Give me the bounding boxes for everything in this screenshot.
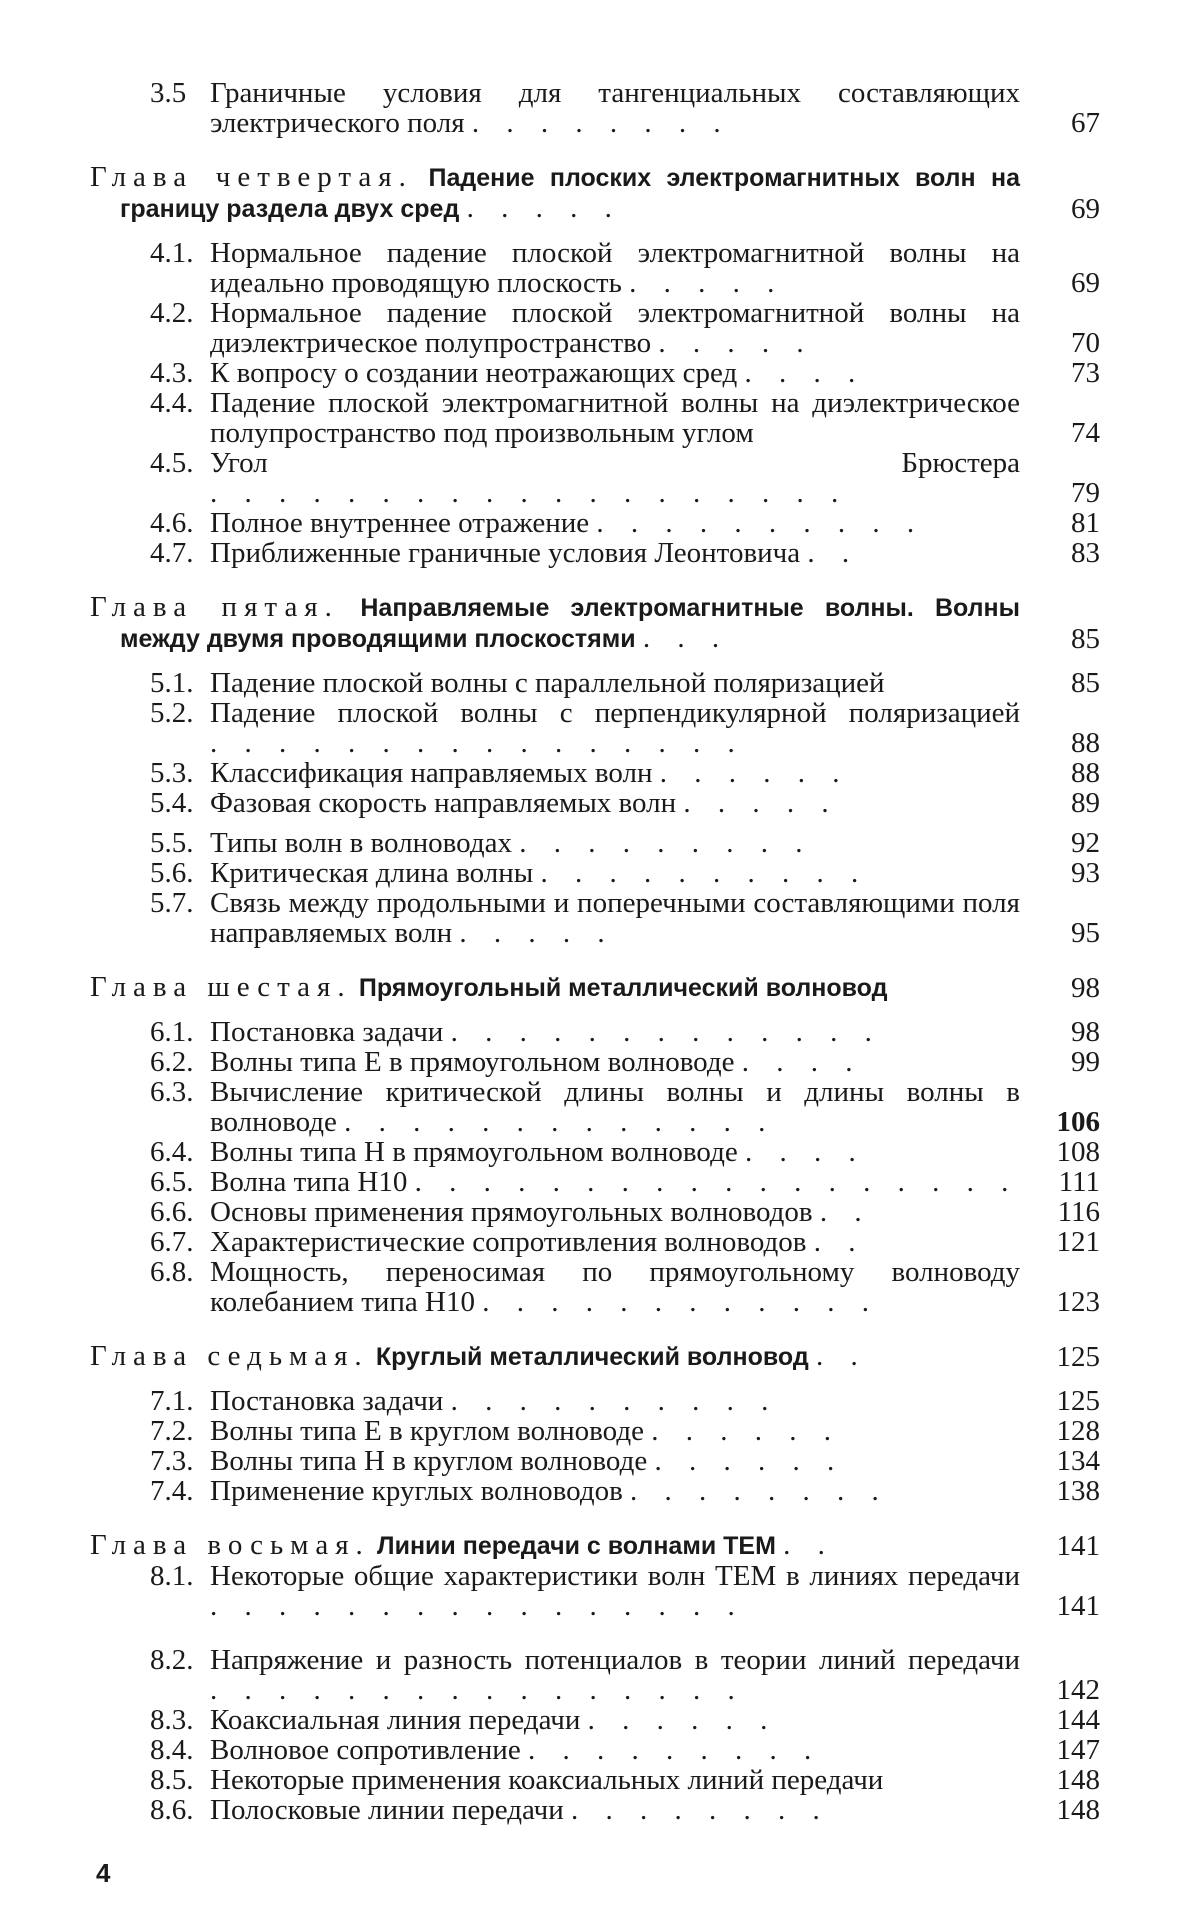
toc-section: 4.5. Угол Брюстера . . . . . . . . . . . . . . . . . . . 79 — [150, 447, 1100, 509]
page-ref: 74 — [1071, 417, 1100, 449]
toc-section: 6.5. Волна типа H10 . . . . . . . . . . . . . . . . . . 111 — [150, 1166, 1100, 1198]
section-title: Некоторые общие характеристики волн ТЕМ в линиях передачи — [210, 1560, 1020, 1592]
chapter-title: Прямоугольный металлический волновод — [358, 974, 888, 1002]
page-ref: 69 — [1071, 267, 1100, 299]
toc-section: 3.5 Граничные условия для тангенциальных составляющих электрического поля . . . . . . . . 67 — [150, 77, 1100, 139]
toc-section — [90, 1765, 1100, 1795]
toc-section: 7.2. Волны типа E в круглом волноводе . . . . . . 128 — [150, 1415, 1100, 1447]
section-number: 7.3. — [150, 1445, 194, 1477]
toc-section: 6.4. Волны типа H в прямоугольном волноводе . . . . 108 — [150, 1136, 1100, 1168]
section-number: 6.6. — [150, 1196, 194, 1228]
section-title: Постановка задачи — [210, 1385, 444, 1417]
page-ref: 111 — [1058, 1166, 1100, 1198]
page-ref: 88 — [1071, 727, 1100, 759]
page-ref: 85 — [1071, 667, 1100, 699]
page-ref: 70 — [1071, 327, 1100, 359]
section-title: Напряжение и разность потенциалов в теории линий передачи — [210, 1644, 1020, 1676]
section-number: 5.2. — [150, 697, 194, 729]
section-title: Падение плоской волны с параллельной поляризацией — [210, 667, 885, 699]
toc-section: 5.2. Падение плоской волны с перпендикулярной поляризацией . . . . . . . . . . . . . . . . 88 — [150, 697, 1100, 759]
section-number: 3.5 — [150, 77, 187, 109]
section-number: 7.2. — [150, 1415, 194, 1447]
toc-section: 5.5. Типы волн в волноводах . . . . . . . . . 92 — [150, 827, 1100, 859]
page-ref: 88 — [1071, 757, 1100, 789]
section-number: 8.1. — [150, 1560, 194, 1592]
toc-section: 4.3. К вопросу о создании неотражающих сред . . . . 73 — [150, 357, 1100, 389]
page-ref: 69 — [1071, 193, 1100, 225]
chapter-word: Глава четвертая. — [90, 161, 413, 193]
page-ref: 148 — [1056, 1794, 1100, 1826]
toc-section: 7.3. Волны типа H в круглом волноводе . . . . . . 134 — [150, 1445, 1100, 1477]
toc-section: 6.6. Основы применения прямоугольных волноводов . . 116 — [150, 1196, 1100, 1228]
table-of-contents — [90, 78, 1100, 1825]
toc-section: 5.6. Критическая длина волны . . . . . . . . . . 93 — [150, 857, 1100, 889]
section-number: 4.5. — [150, 447, 194, 479]
page-ref: 125 — [1056, 1385, 1100, 1417]
toc-section: 5.7. Связь между продольными и поперечными составляющими поля направляемых волн . . . . . 95 — [150, 887, 1100, 949]
section-title: Характеристические сопротивления волноводов — [210, 1226, 807, 1258]
page-ref: 67 — [1071, 107, 1100, 139]
page-ref: 83 — [1071, 537, 1100, 569]
toc-chapter — [90, 972, 1100, 1003]
chapter-title: Круглый металлический волновод — [375, 1343, 809, 1371]
section-title: Классификация направляемых волн — [210, 757, 653, 789]
section-title: Волны типа H в прямоугольном волноводе — [210, 1136, 738, 1168]
section-title: Волны типа E в прямоугольном волноводе — [210, 1046, 735, 1078]
section-number: 4.2. — [150, 297, 194, 329]
page-ref: 138 — [1056, 1475, 1100, 1507]
page-ref: 95 — [1071, 917, 1100, 949]
page-ref: 128 — [1056, 1415, 1100, 1447]
section-number: 8.2. — [150, 1644, 194, 1676]
section-title: Основы применения прямоугольных волноводов — [210, 1196, 813, 1228]
section-number: 5.4. — [150, 787, 194, 819]
page-ref: 93 — [1071, 857, 1100, 889]
chapter-title: Падение плоских электромагнитных волн на границу раздела двух сред — [120, 164, 1020, 223]
page-ref: 92 — [1071, 827, 1100, 859]
page-ref: 106 — [1056, 1106, 1100, 1138]
page-ref: 98 — [1071, 972, 1100, 1004]
page-ref: 134 — [1056, 1445, 1100, 1477]
section-number: 4.7. — [150, 537, 194, 569]
toc-section — [90, 668, 1100, 698]
page-ref: 141 — [1056, 1590, 1100, 1622]
toc-section: 7.1. Постановка задачи . . . . . . . . . . 125 — [150, 1385, 1100, 1417]
section-number: 8.6. — [150, 1794, 194, 1826]
section-number: 4.1. — [150, 237, 194, 269]
section-title: Волны типа H в круглом волноводе — [210, 1445, 648, 1477]
section-title: Нормальное падение плоской электромагнитной волны на диэлектрическое полупространство — [210, 297, 1020, 359]
toc-section: 4.1. Нормальное падение плоской электромагнитной волны на идеально проводящую плоскость . . . . . 69 — [150, 237, 1100, 299]
toc-chapter: Глава седьмая. Круглый металлический волновод . . 125 — [90, 1340, 1100, 1373]
section-title: Некоторые применения коаксиальных линий передачи — [210, 1764, 884, 1796]
section-number: 5.6. — [150, 857, 194, 889]
toc-section: 4.6. Полное внутреннее отражение . . . . . . . . . . 81 — [150, 507, 1100, 539]
section-title: Коаксиальная линия передачи — [210, 1704, 581, 1736]
section-number: 7.4. — [150, 1475, 194, 1507]
section-title: Вычисление критической длины волны и длины волны в волноводе — [210, 1076, 1020, 1138]
toc-section: 5.4. Фазовая скорость направляемых волн . . . . . 89 — [150, 787, 1100, 819]
page-ref: 125 — [1056, 1341, 1100, 1373]
page-ref: 141 — [1056, 1530, 1100, 1562]
chapter-title: Линии передачи с волнами ТЕМ — [377, 1532, 776, 1560]
chapter-word: Глава восьмая. — [90, 1529, 370, 1561]
page-ref: 89 — [1071, 787, 1100, 819]
toc-section — [90, 388, 1100, 448]
section-number: 4.3. — [150, 357, 194, 389]
toc-section: 8.4. Волновое сопротивление . . . . . . . . . 147 — [150, 1734, 1100, 1766]
section-number: 8.5. — [150, 1764, 194, 1796]
section-number: 6.2. — [150, 1046, 194, 1078]
section-number: 4.6. — [150, 507, 194, 539]
page-ref: 85 — [1071, 623, 1100, 655]
section-number: 7.1. — [150, 1385, 194, 1417]
chapter-word: Глава шестая. — [90, 971, 352, 1003]
section-number: 5.7. — [150, 887, 194, 919]
page-ref: 99 — [1071, 1046, 1100, 1078]
section-number: 6.8. — [150, 1256, 194, 1288]
section-title: Фазовая скорость направляемых волн — [210, 787, 677, 819]
toc-section: 8.2. Напряжение и разность потенциалов в теории линий передачи . . . . . . . . . . . . . . . . 142 — [150, 1644, 1100, 1706]
section-title: Волновое сопротивление — [210, 1734, 521, 1766]
toc-section: 6.7. Характеристические сопротивления волноводов . . 121 — [150, 1226, 1100, 1258]
section-title: Приближенные граничные условия Леонтовича — [210, 537, 801, 569]
page-ref: 98 — [1071, 1016, 1100, 1048]
toc-chapter: Глава восьмая. Линии передачи с волнами ТЕМ . . 141 — [90, 1529, 1100, 1562]
section-number: 5.1. — [150, 667, 194, 699]
section-title: Волна типа H10 — [210, 1166, 408, 1198]
section-title: Волны типа E в круглом волноводе — [210, 1415, 644, 1447]
section-title: Полное внутреннее отражение — [210, 507, 590, 539]
toc-section: 5.3. Классификация направляемых волн . . . . . . 88 — [150, 757, 1100, 789]
section-title: Типы волн в волноводах — [210, 827, 512, 859]
section-title: Критическая длина волны — [210, 857, 534, 889]
chapter-word: Глава пятая. — [90, 591, 339, 623]
chapter-word: Глава седьмая. — [90, 1340, 369, 1372]
section-number: 4.4. — [150, 387, 194, 419]
section-title: Связь между продольными и поперечными составляющими поля направляемых волн — [210, 887, 1020, 949]
toc-section: 7.4. Применение круглых волноводов . . . . . . . . 138 — [150, 1475, 1100, 1507]
section-title: Падение плоской электромагнитной волны на диэлектрическое полупространство под произвольным углом — [210, 387, 1020, 449]
section-number: 8.3. — [150, 1704, 194, 1736]
section-title: Применение круглых волноводов — [210, 1475, 623, 1507]
section-number: 6.5. — [150, 1166, 194, 1198]
toc-section: 6.1. Постановка задачи . . . . . . . . . . . . . 98 — [150, 1016, 1100, 1048]
section-number: 6.7. — [150, 1226, 194, 1258]
toc-section: 6.8. Мощность, переносимая по прямоугольному волноводу колебанием типа H10 . . . . . . . . . . . . 123 — [150, 1256, 1100, 1318]
section-title: К вопросу о создании неотражающих сред — [210, 357, 738, 389]
chapter-title: Направляемые электромагнитные волны. Волны между двумя проводящими плоскостями — [120, 594, 1020, 653]
toc-section: 6.2. Волны типа E в прямоугольном волноводе . . . . 99 — [150, 1046, 1100, 1078]
section-title: Полосковые линии передачи — [210, 1794, 564, 1826]
page-ref: 81 — [1071, 507, 1100, 539]
page-ref: 116 — [1057, 1196, 1100, 1228]
section-number: 5.5. — [150, 827, 194, 859]
section-title: Угол Брюстера — [210, 447, 1020, 479]
toc-section: 4.2. Нормальное падение плоской электромагнитной волны на диэлектрическое полупространство . . . . . 70 — [150, 297, 1100, 359]
page-ref: 123 — [1056, 1286, 1100, 1318]
page-ref: 108 — [1056, 1136, 1100, 1168]
section-number: 5.3. — [150, 757, 194, 789]
page-ref: 148 — [1056, 1764, 1100, 1796]
toc-section: 8.1. Некоторые общие характеристики волн ТЕМ в линиях передачи . . . . . . . . . . . . . . . . 141 — [150, 1560, 1100, 1622]
section-title: Нормальное падение плоской электромагнитной волны на идеально проводящую плоскость — [210, 237, 1020, 299]
page-ref: 79 — [1071, 477, 1100, 509]
toc-section: 8.6. Полосковые линии передачи . . . . . . . . 148 — [150, 1794, 1100, 1826]
section-number: 6.3. — [150, 1076, 194, 1108]
toc-section: 4.7. Приближенные граничные условия Леонтовича . . 83 — [150, 537, 1100, 569]
toc-chapter: Глава четвертая. Падение плоских электромагнитных волн на границу раздела двух сред . . . . . 69 — [90, 161, 1100, 225]
section-number: 6.4. — [150, 1136, 194, 1168]
toc-section: 6.3. Вычисление критической длины волны и длины волны в волноводе . . . . . . . . . . . . . 106 — [150, 1076, 1100, 1138]
toc-chapter: Глава пятая. Направляемые электромагнитные волны. Волны между двумя проводящими плоскостями . . . 85 — [90, 591, 1100, 655]
page-ref: 142 — [1056, 1674, 1100, 1706]
section-number: 6.1. — [150, 1016, 194, 1048]
section-title: Мощность, переносимая по прямоугольному волноводу колебанием типа H10 — [210, 1256, 1020, 1318]
page-ref: 144 — [1056, 1704, 1100, 1736]
page-ref: 147 — [1056, 1734, 1100, 1766]
toc-section: 8.3. Коаксиальная линия передачи . . . . . . 144 — [150, 1704, 1100, 1736]
section-title: Граничные условия для тангенциальных составляющих электрического поля — [210, 77, 1020, 139]
page-ref: 73 — [1071, 357, 1100, 389]
section-title: Постановка задачи — [210, 1016, 444, 1048]
section-title: Падение плоской волны с перпендикулярной поляризацией — [210, 697, 1020, 729]
section-number: 8.4. — [150, 1734, 194, 1766]
page-number: 4 — [96, 1858, 111, 1888]
page-ref: 121 — [1056, 1226, 1100, 1258]
